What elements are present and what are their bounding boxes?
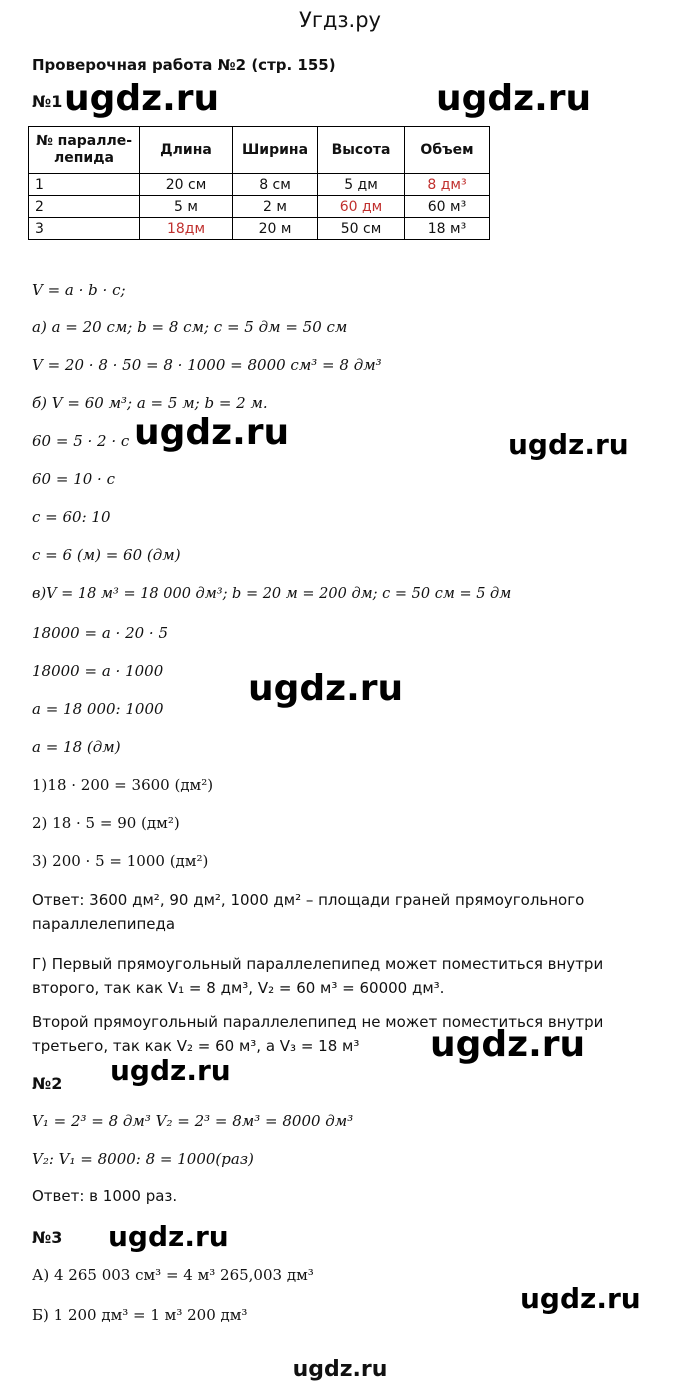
part-b-given: б) V = 60 м³; a = 5 м; b = 2 м.: [32, 394, 268, 412]
task3-label: №3: [32, 1228, 63, 1247]
watermark: ugdz.ru: [248, 668, 404, 709]
table-header-row: [29, 127, 490, 174]
formula: V = a · b · c;: [32, 281, 126, 299]
part-g-text: Второй прямоугольный параллелепипед не может поместиться внутри: [32, 1013, 604, 1031]
watermark: ugdz.ru: [110, 1054, 231, 1087]
site-title[interactable]: Угдз.ру: [299, 8, 381, 32]
area-calc: 3) 200 · 5 = 1000 (дм²): [32, 852, 209, 870]
part-b-step: c = 6 (м) = 60 (дм): [32, 546, 181, 564]
table-cell-highlight: 8 дм³: [405, 174, 490, 196]
table-cell: 20 м: [233, 218, 318, 240]
part-g-text: второго, так как V₁ = 8 дм³, V₂ = 60 м³ = 60000 дм³.: [32, 979, 445, 997]
area-calc: 2) 18 · 5 = 90 (дм²): [32, 814, 180, 832]
table-header: № паралле-лепида: [29, 127, 140, 174]
task2-label: №2: [32, 1074, 63, 1093]
part-c-given: в)V = 18 м³ = 18 000 дм³; b = 20 м = 200 дм; c = 50 см = 5 дм: [32, 586, 512, 602]
table-cell: 60 м³: [405, 196, 490, 218]
table-cell: 20 см: [140, 174, 233, 196]
watermark: ugdz.ru: [520, 1282, 641, 1315]
table-row: [29, 196, 490, 218]
table-row: [29, 218, 490, 240]
table-cell-highlight: 60 дм: [318, 196, 405, 218]
watermark: ugdz.ru: [508, 428, 629, 461]
part-g-text: Г) Первый прямоугольный параллелепипед может поместиться внутри: [32, 955, 604, 973]
area-calc: 1)18 · 200 = 3600 (дм²): [32, 776, 214, 794]
table-header: Объем: [405, 127, 490, 174]
table-cell: 5 м: [140, 196, 233, 218]
watermark: ugdz.ru: [108, 1220, 229, 1253]
task3-line: А) 4 265 003 см³ = 4 м³ 265,003 дм³: [32, 1266, 314, 1284]
task1-label: №1: [32, 92, 63, 111]
worksheet-heading: Проверочная работа №2 (стр. 155): [32, 56, 336, 74]
table-cell: 5 дм: [318, 174, 405, 196]
part-a-calc: V = 20 · 8 · 50 = 8 · 1000 = 8000 см³ = 8 дм³: [32, 356, 382, 374]
part-c-step: a = 18 000: 1000: [32, 700, 164, 718]
watermark: ugdz.ru: [64, 78, 220, 119]
task2-line: V₂: V₁ = 8000: 8 = 1000(раз): [32, 1150, 254, 1168]
task2-line: V₁ = 2³ = 8 дм³ V₂ = 2³ = 8м³ = 8000 дм³: [32, 1112, 354, 1130]
volume-table: [28, 126, 490, 240]
answer-text: Ответ: 3600 дм², 90 дм², 1000 дм² – площади граней прямоугольного: [32, 891, 585, 909]
part-b-step: c = 60: 10: [32, 508, 111, 526]
watermark: ugdz.ru: [430, 1024, 586, 1065]
table-cell-highlight: 18дм: [140, 218, 233, 240]
table-header: Длина: [140, 127, 233, 174]
part-c-step: 18000 = a · 1000: [32, 662, 164, 680]
task2-answer: Ответ: в 1000 раз.: [32, 1187, 178, 1205]
table-cell: 8 см: [233, 174, 318, 196]
watermark: ugdz.ru: [134, 412, 290, 453]
table-cell: 2 м: [233, 196, 318, 218]
part-b-step: 60 = 10 · c: [32, 470, 115, 488]
table-cell: 2: [29, 196, 140, 218]
part-g-text: третьего, так как V₂ = 60 м³, а V₃ = 18 м³: [32, 1037, 360, 1055]
table-cell: 1: [29, 174, 140, 196]
table-row: [29, 174, 490, 196]
answer-text: параллелепипеда: [32, 915, 176, 933]
part-c-step: 18000 = a · 20 · 5: [32, 624, 169, 642]
table-header: Ширина: [233, 127, 318, 174]
table-header: Высота: [318, 127, 405, 174]
watermark: ugdz.ru: [436, 78, 592, 119]
table-cell: 18 м³: [405, 218, 490, 240]
table-cell: 50 см: [318, 218, 405, 240]
footer-watermark: ugdz.ru: [292, 1357, 388, 1382]
part-c-step: a = 18 (дм): [32, 738, 121, 756]
part-a-given: а) a = 20 см; b = 8 см; c = 5 дм = 50 см: [32, 318, 348, 336]
table-cell: 3: [29, 218, 140, 240]
task3-line: Б) 1 200 дм³ = 1 м³ 200 дм³: [32, 1306, 248, 1324]
part-b-step: 60 = 5 · 2 · c: [32, 432, 130, 450]
